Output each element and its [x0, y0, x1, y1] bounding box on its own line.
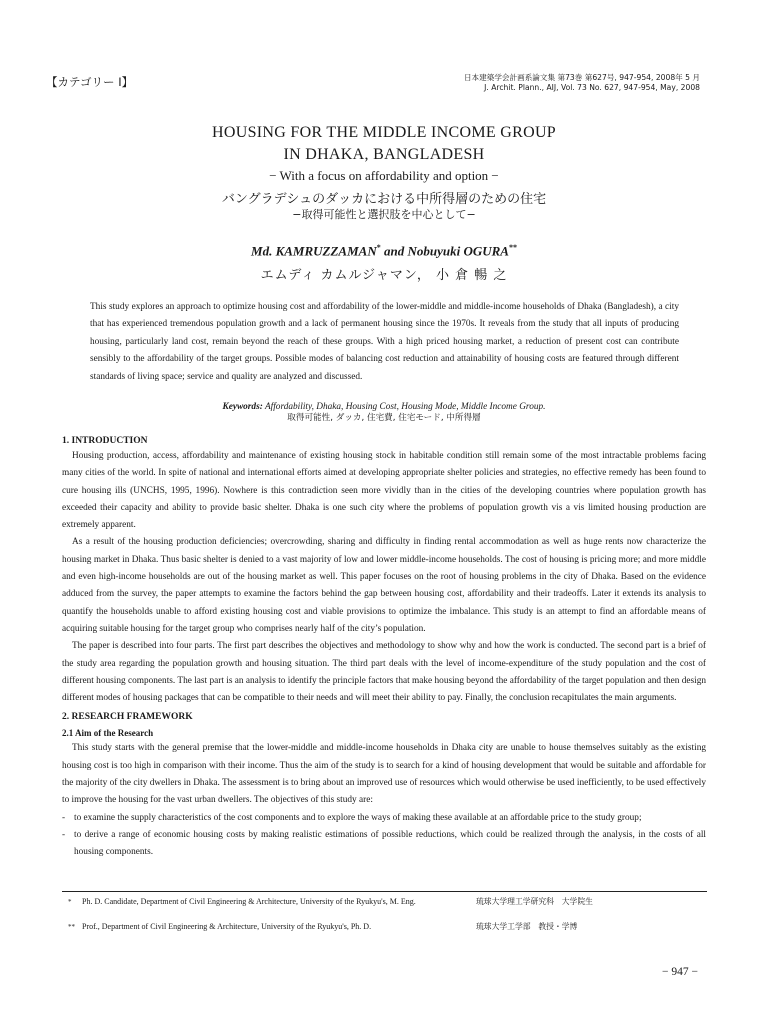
footnote-1-text: Ph. D. Candidate, Department of Civil Engineering & Architecture, University of the Ryukyu's, M. Eng.: [82, 897, 416, 906]
section-heading-research-framework: 2. RESEARCH FRAMEWORK: [62, 712, 193, 723]
paragraph: The paper is described into four parts. The first part describes the objectives and methodology to show why and how the work is conducted. The second part is a brief of the study area regarding the population growth and housing situation. The third part deals with the level of income-expenditure of the study population and the cost of different housing components. The last part is an analysis to identify the principle factors that make housing beyond the affordability of the target population and then design different modes of housing packages that can be compatible to their needs and will meet their ability to pay. Finally, the conclusion recapitulates the main arguments.: [62, 641, 706, 704]
section-heading-introduction: 1. INTRODUCTION: [62, 436, 148, 446]
keywords-label: Keywords:: [222, 402, 263, 412]
authors: [0, 243, 768, 259]
footnote-1-text-ja: 琉球大学理工学研究科 大学院生: [476, 897, 593, 906]
list-item: - to examine the supply characteristics of the cost components and to explore the ways of making these available at an affordable price to the study group;: [62, 810, 706, 827]
journal-citation: [464, 73, 700, 93]
paper-subtitle: − With a focus on affordability and option −: [269, 168, 499, 183]
objectives-list: [62, 810, 706, 862]
footnote-divider: [62, 891, 707, 892]
author-1-mark: *: [376, 243, 381, 252]
page-number: − 947 −: [662, 966, 698, 978]
paper-title-ja: バングラデシュのダッカにおける中所得層のための住宅: [221, 192, 547, 207]
main-body: [62, 434, 706, 862]
author-1: Md. KAMRUZZAMAN: [251, 243, 377, 259]
authors-ja: エムディ カムルジャマン， 小 倉 暢 之: [260, 268, 508, 283]
title-block: [0, 122, 768, 222]
footnotes: [62, 897, 707, 947]
keywords-text: Affordability, Dhaka, Housing Cost, Housing Mode, Middle Income Group.: [262, 402, 546, 412]
journal-citation-ja: 日本建築学会計画系論文集 第73巻 第627号, 947-954, 2008年 5 月: [463, 73, 700, 82]
author-conjunction: and: [380, 243, 408, 259]
footnote-1: [62, 897, 707, 922]
footnote-2-text: Prof., Department of Civil Engineering & Architecture, University of the Ryukyu's, Ph. D.: [82, 922, 372, 931]
footnote-2: [62, 922, 707, 947]
footnote-1-mark: *: [68, 898, 72, 906]
paragraph: As a result of the housing production deficiencies; overcrowding, sharing and difficulty in finding rental accommodation as well as huge rents now characterize the housing market in Dhaka. Thus basic shelter is denied to a vast majority of low and lower middle-income households. The cost of housing is pricing more; and more middle and even high-income households are out of the housing market as well. This paper focuses on the root of housing problems in the city of Dhaka. Based on the evidence adduced from the survey, the paper attempts to examine the factors behind the gap between housing cost, affordability and their tradeoffs. Later it extends its analysis to quantify the households unable to afford existing housing cost and viable provisions to optimize the imbalance. This study is an attempt to find an affordable means of acquiring suitable housing for the target group who comprises nearly half of the city’s population.: [62, 537, 706, 634]
keywords: [0, 402, 768, 424]
paper-title-line1: HOUSING FOR THE MIDDLE INCOME GROUP: [212, 124, 556, 141]
paragraph: Housing production, access, affordability and maintenance of existing housing stock in habitable condition still remain some of the most intractable problems facing many cities of the world. In spite of national and international efforts aimed at developing appropriate shelter policies and strategies, no effective remedy has been found to cure housing ills (UNCHS, 1995, 1996). Nowhere is this contradiction seen more vividly than in the cities of the developing countries where population growth has exceeded their capacity and ability to provide basic shelter. Dhaka is one such city where the problems of population growth vis a vis limited housing production are extremely apparent.: [62, 451, 706, 531]
author-2-mark: **: [508, 243, 517, 252]
paper-subtitle-ja: −取得可能性と選択肢を中心として−: [292, 208, 476, 221]
author-2: Nobuyuki OGURA: [407, 243, 509, 259]
subsection-heading-aim: 2.1 Aim of the Research: [62, 728, 154, 739]
journal-citation-en: J. Archit. Plann., AIJ, Vol. 73 No. 627, 947-954, May, 2008: [484, 83, 700, 92]
keywords-ja: 取得可能性, ダッカ, 住宅費, 住宅モード, 中所得層: [287, 413, 481, 423]
footnote-2-mark: **: [68, 923, 75, 931]
paragraph: This study starts with the general premise that the lower-middle and middle-income households in Dhaka city are unable to house themselves suitably as the existing housing cost is too high in comparison with their income. Thus the aim of the study is to search for a kind of housing development that would be suitable and affordable for the majority of the city dwellers in Dhaka. The assessment is to bring about an improved use of resources which would otherwise be used inefficiently, to be used effectively to improve the housing for the vast urban dwellers. The objectives of this study are:: [62, 743, 706, 806]
list-item: - to derive a range of economic housing costs by making realistic estimations of possible reductions, which could be realized through the analysis, in the costs of all housing components.: [62, 827, 706, 862]
footnote-2-text-ja: 琉球大学工学部 教授・学博: [476, 922, 578, 931]
paper-title-line2: IN DHAKA, BANGLADESH: [283, 146, 485, 163]
abstract: This study explores an approach to optimize housing cost and affordability of the lower-middle and middle-income households of Dhaka (Bangladesh), a city that has experienced tremendous population growth and a lack of permanent housing since the 1970s. It reveals from the study that all inputs of producing housing, particularly land cost, remain beyond the reach of these groups. With a high priced housing market, a reduction of present cost can contribute sensibly to the affordability of the target groups. Possible modes of balancing cost reduction and attainability of housing costs are featured through different standards of living space; service and quality are analyzed and discussed.: [90, 302, 679, 382]
category-label: 【カテゴリー Ⅰ】: [46, 75, 134, 89]
